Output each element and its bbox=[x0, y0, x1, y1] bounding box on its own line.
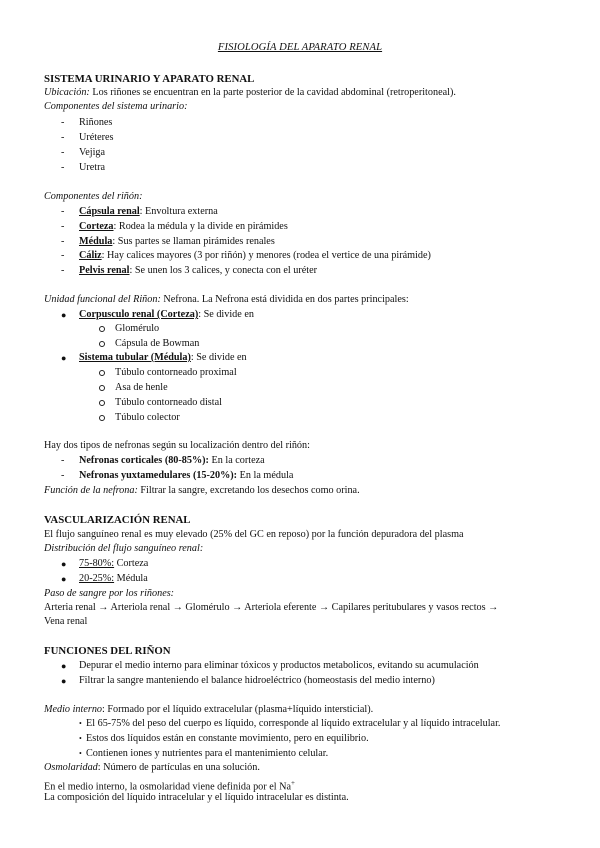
circle-bullet-icon bbox=[99, 370, 105, 376]
term: Nefronas corticales (80-85%): bbox=[79, 455, 209, 466]
functional-unit-text: Nefrona. La Nefrona está dividida en dos partes principales: bbox=[160, 294, 409, 305]
list-item: Filtrar la sangre manteniendo el balance hidroeléctrico (homeostasis del medio interno) bbox=[79, 675, 435, 686]
section-heading-vascularization: VASCULARIZACIÓN RENAL bbox=[44, 514, 191, 526]
nephron-function-label: Función de la nefrona: bbox=[44, 485, 138, 496]
internal-medium-line bbox=[44, 703, 373, 718]
term-desc: : Se divide en bbox=[198, 309, 254, 320]
term-desc: En la corteza bbox=[208, 455, 265, 466]
term: Corteza bbox=[79, 221, 114, 232]
location-line bbox=[44, 86, 456, 101]
list-item: Vejiga bbox=[79, 147, 106, 158]
term-desc: : Hay calices mayores (3 por riñón) y menores (rodea el vertice de una pirámide) bbox=[101, 250, 431, 261]
blood-path-line-2: Vena renal bbox=[44, 616, 88, 627]
list-dash: - bbox=[61, 250, 65, 261]
sub-list-item: Glomérulo bbox=[115, 323, 160, 334]
circle-bullet-icon bbox=[99, 400, 105, 406]
blood-path-line-1: Arteria renal → Arteriola renal → Glomérulo → Arteriola eferente → Capilares peritubulares y vasos rectos → bbox=[44, 602, 499, 613]
list-item: Uretra bbox=[79, 162, 106, 173]
bullet-icon: • bbox=[79, 749, 82, 758]
term: Médula bbox=[79, 236, 113, 247]
term-desc: Médula bbox=[114, 573, 148, 584]
list-item: El 65-75% del peso del cuerpo es líquido, corresponde al líquido extracelular y al líquido intracelular. bbox=[86, 718, 501, 729]
flow-distribution-label: Distribución del flujo sanguíneo renal: bbox=[44, 543, 204, 554]
blood-path-label: Paso de sangre por los riñones: bbox=[44, 588, 175, 599]
list-item: Estos dos líquidos están en constante movimiento, pero en equilibrio. bbox=[86, 733, 369, 744]
list-dash: - bbox=[61, 132, 65, 143]
list-dash: - bbox=[61, 147, 65, 158]
term-desc: En la médula bbox=[237, 470, 294, 481]
percent: 75-80%: bbox=[79, 558, 115, 569]
list-item bbox=[79, 454, 265, 469]
circle-bullet-icon bbox=[99, 341, 105, 347]
bullet-icon: • bbox=[79, 734, 82, 743]
fluid-composition-line: La composición del líquido intracelular y el líquido intracelular es distinta. bbox=[44, 792, 349, 803]
list-item: Depurar el medio interno para eliminar tóxicos y productos metabolicos, evitando su acumulación bbox=[79, 660, 479, 671]
term: Nefronas yuxtamedulares (15-20%): bbox=[79, 470, 238, 481]
list-dash: - bbox=[61, 221, 65, 232]
sub-list-item: Túbulo colector bbox=[115, 412, 180, 423]
list-item bbox=[79, 351, 247, 366]
sodium-charge: + bbox=[290, 779, 295, 787]
circle-bullet-icon bbox=[99, 385, 105, 391]
osmolarity-line bbox=[44, 761, 260, 776]
list-item: Uréteres bbox=[79, 132, 114, 143]
list-item bbox=[79, 205, 218, 220]
section-heading-urinary-system: SISTEMA URINARIO Y APARATO RENAL bbox=[44, 73, 255, 85]
bullet-icon: ● bbox=[61, 676, 67, 686]
document-title: FISIOLOGÍA DEL APARATO RENAL bbox=[217, 42, 383, 53]
term: Sistema tubular (Médula) bbox=[79, 352, 191, 363]
osmolarity-text: : Número de partículas en una solución. bbox=[97, 762, 260, 773]
functional-unit-line bbox=[44, 293, 409, 308]
list-item bbox=[79, 249, 431, 264]
term: Cápsula renal bbox=[79, 206, 140, 217]
sub-list-item: Túbulo contorneado proximal bbox=[115, 367, 237, 378]
term-desc: : Rodea la médula y la divide en pirámides bbox=[113, 221, 288, 232]
list-item: Contienen iones y nutrientes para el mantenimiento celular. bbox=[86, 748, 329, 759]
bullet-icon: ● bbox=[61, 353, 67, 363]
location-text: Los riñones se encuentran en la parte posterior de la cavidad abdominal (retroperitoneal). bbox=[89, 87, 456, 98]
term-desc: Corteza bbox=[114, 558, 149, 569]
bullet-icon: • bbox=[79, 719, 82, 728]
list-dash: - bbox=[61, 236, 65, 247]
bullet-icon: ● bbox=[61, 574, 67, 584]
location-label: Ubicación: bbox=[44, 87, 90, 98]
list-item: Riñones bbox=[79, 117, 113, 128]
circle-bullet-icon bbox=[99, 415, 105, 421]
list-item bbox=[79, 469, 293, 484]
term: Corpusculo renal (Corteza) bbox=[79, 309, 199, 320]
list-dash: - bbox=[61, 455, 65, 466]
nephron-function-line bbox=[44, 484, 360, 499]
list-dash: - bbox=[61, 470, 65, 481]
kidney-components-label: Componentes del riñón: bbox=[44, 191, 143, 202]
nephron-function-text: Filtrar la sangre, excretando los desechos como orina. bbox=[137, 485, 360, 496]
term: Pelvis renal bbox=[79, 265, 130, 276]
term-desc: : Se unen los 3 calices, y conecta con el uréter bbox=[129, 265, 318, 276]
list-item bbox=[79, 572, 148, 587]
list-item bbox=[79, 264, 317, 279]
list-dash: - bbox=[61, 162, 65, 173]
term-desc: : Sus partes se llaman pirámides renales bbox=[112, 236, 275, 247]
nephron-types-intro: Hay dos tipos de nefronas según su localización dentro del riñón: bbox=[44, 440, 310, 451]
renal-flow-text: El flujo sanguíneo renal es muy elevado (25% del GC en reposo) por la función depuradora del plasma bbox=[44, 529, 464, 540]
list-item bbox=[79, 308, 254, 323]
osmolarity-label: Osmolaridad bbox=[44, 762, 98, 773]
term-desc: : Se divide en bbox=[190, 352, 247, 363]
term-desc: : Envoltura externa bbox=[139, 206, 218, 217]
urinary-components-label: Componentes del sistema urinario: bbox=[44, 101, 188, 112]
sub-list-item: Asa de henle bbox=[115, 382, 168, 393]
list-dash: - bbox=[61, 206, 65, 217]
list-item bbox=[79, 220, 288, 235]
functional-unit-label: Unidad funcional del Riñon: bbox=[44, 294, 161, 305]
section-heading-kidney-functions: FUNCIONES DEL RIÑON bbox=[44, 645, 171, 657]
circle-bullet-icon bbox=[99, 326, 105, 332]
bullet-icon: ● bbox=[61, 310, 67, 320]
list-item bbox=[79, 557, 148, 572]
list-dash: - bbox=[61, 265, 65, 276]
internal-medium-label: Medio interno bbox=[44, 704, 103, 715]
list-dash: - bbox=[61, 117, 65, 128]
osmolarity-sodium-text: En el medio interno, la osmolaridad viene definida por el Na bbox=[44, 781, 291, 793]
list-item bbox=[79, 235, 275, 250]
internal-medium-text: : Formado por el líquido extracelular (plasma+líquido intersticial). bbox=[102, 704, 374, 715]
term: Cáliz bbox=[79, 250, 102, 261]
percent: 20-25%: bbox=[79, 573, 115, 584]
sub-list-item: Cápsula de Bowman bbox=[115, 338, 200, 349]
sub-list-item: Túbulo contorneado distal bbox=[115, 397, 222, 408]
bullet-icon: ● bbox=[61, 559, 67, 569]
bullet-icon: ● bbox=[61, 661, 67, 671]
